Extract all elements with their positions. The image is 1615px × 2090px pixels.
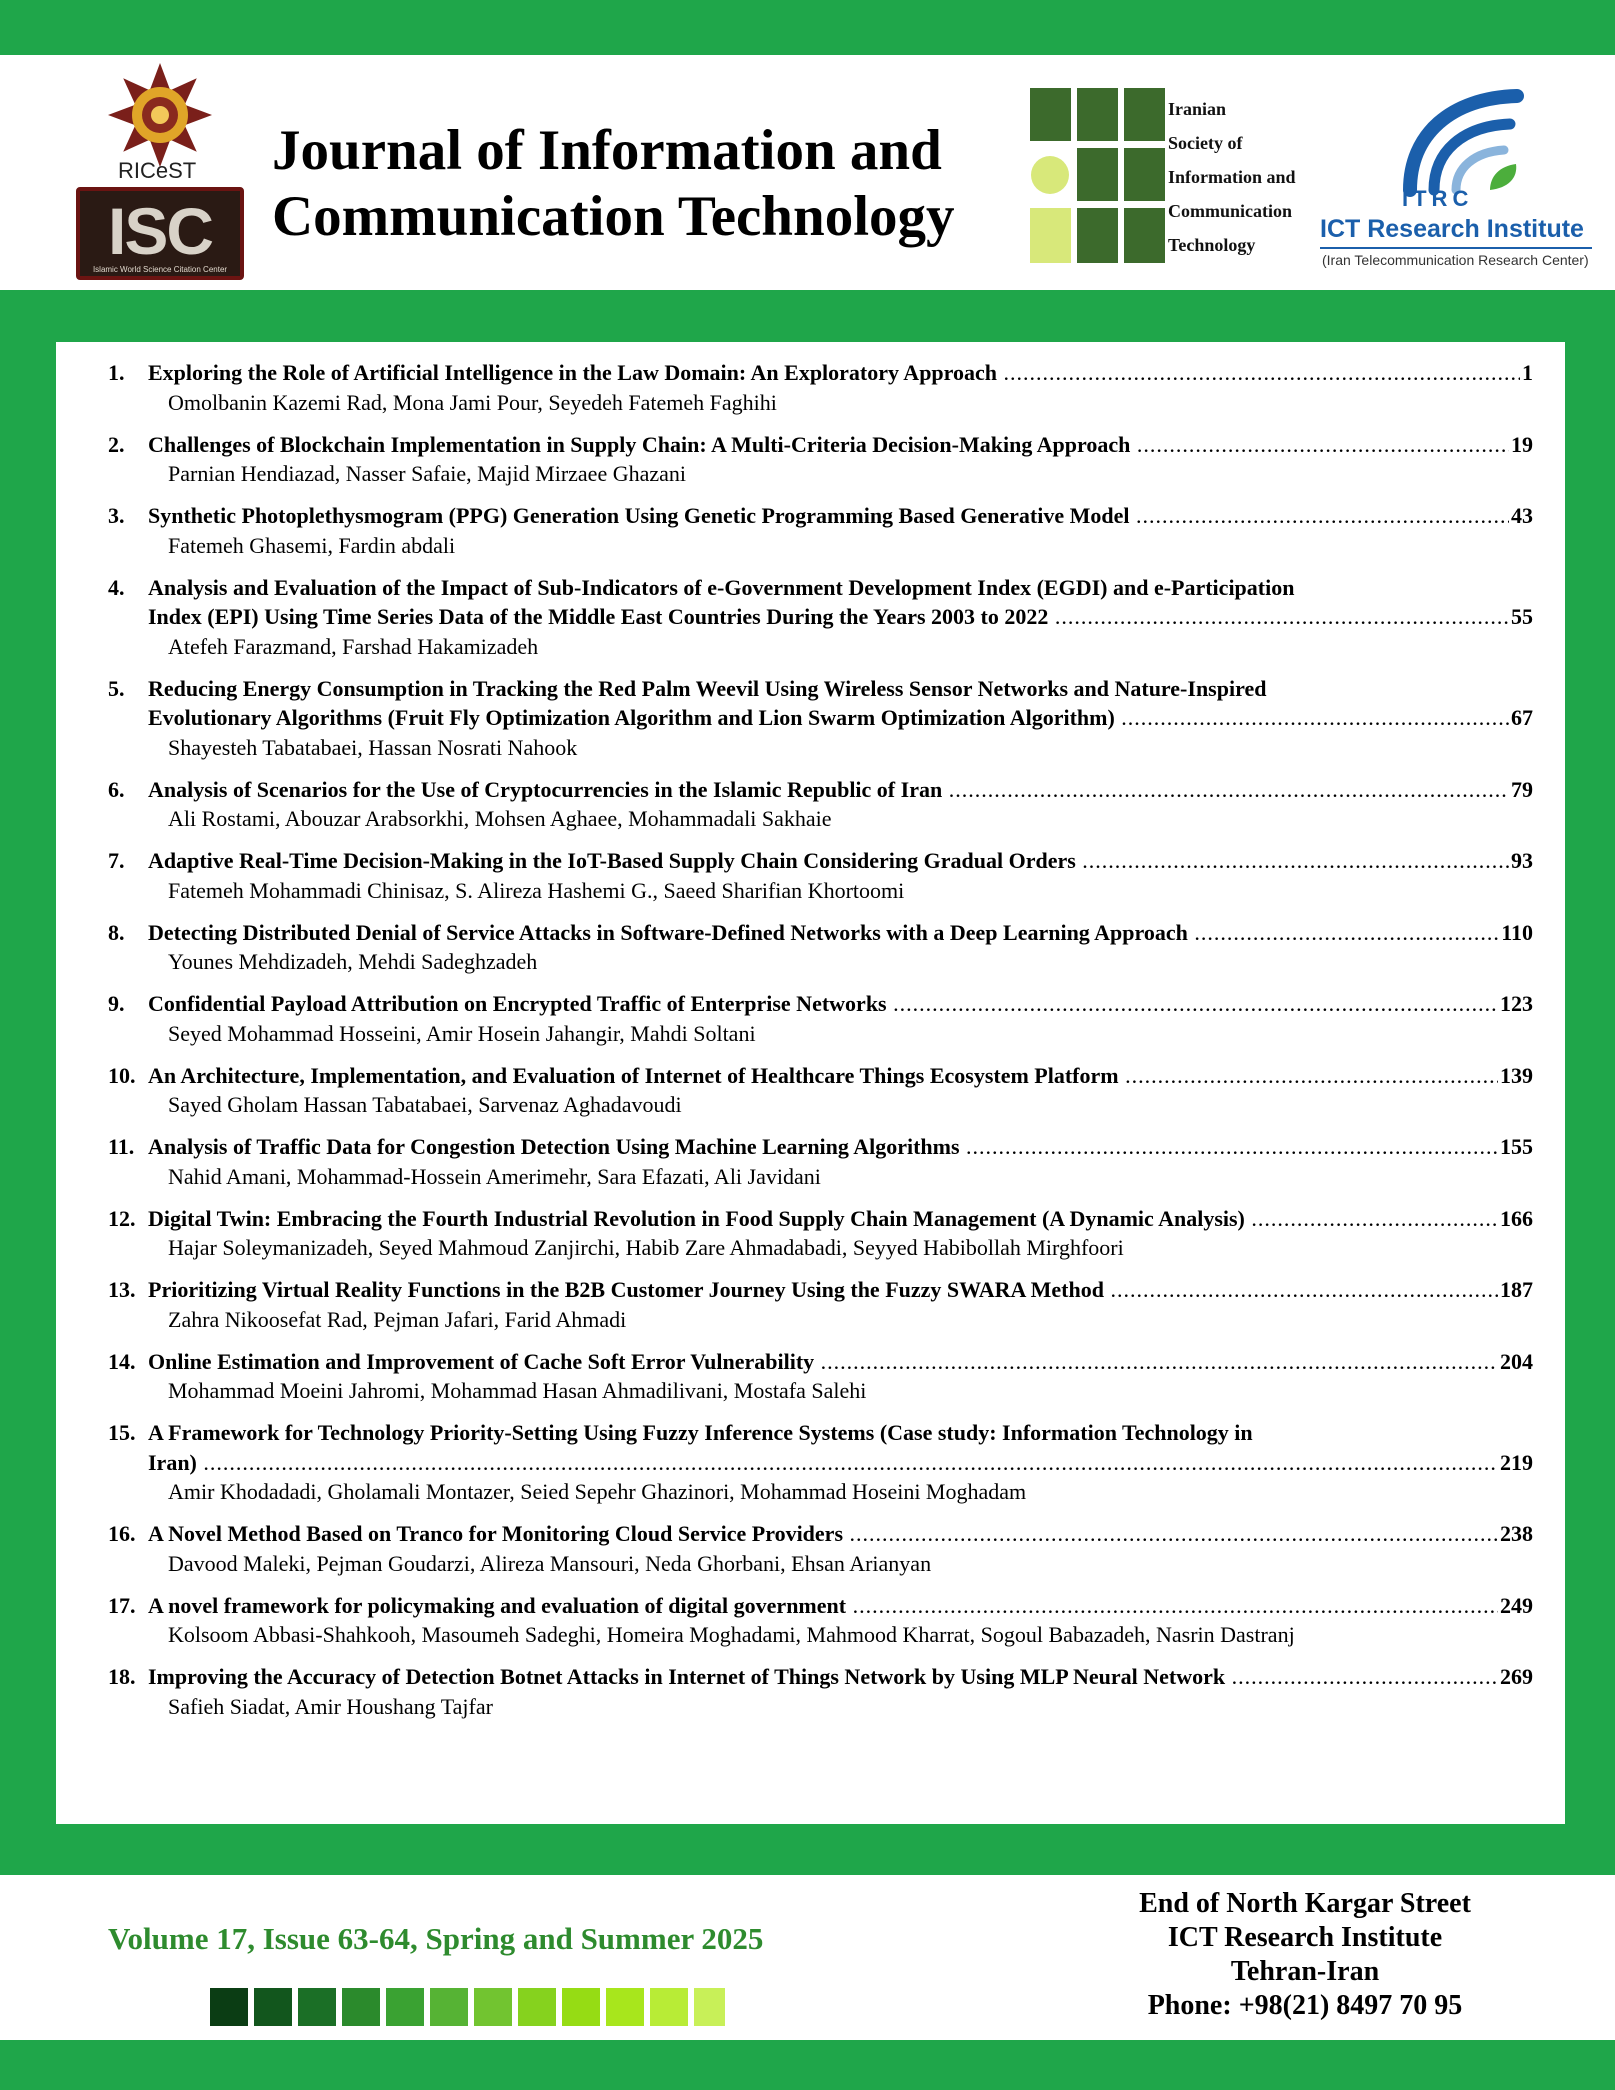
- toc-number: 2.: [108, 431, 125, 457]
- decorative-square: [342, 1988, 380, 2026]
- toc-entry: [108, 573, 1533, 662]
- toc-authors: Safieh Siadat, Amir Houshang Tajfar: [168, 1693, 493, 1719]
- toc-title-line[interactable]: [108, 430, 1533, 460]
- toc-title-line[interactable]: [108, 1132, 1533, 1162]
- toc-entry: [108, 1347, 1533, 1406]
- toc-number: 7.: [108, 848, 125, 873]
- toc-number: 1.: [108, 360, 125, 385]
- toc-authors: Hajar Soleymanizadeh, Seyed Mahmoud Zanjirchi, Habib Zare Ahmadabadi, Seyyed Habibollah Mirghfoori: [168, 1235, 1124, 1260]
- toc-page: 79: [1509, 775, 1533, 805]
- bottom-green-bar: [0, 2040, 1615, 2090]
- toc-authors: Davood Maleki, Pejman Goudarzi, Alireza Mansouri, Neda Ghorbani, Ehsan Arianyan: [168, 1550, 932, 1576]
- toc-title[interactable]: Analysis of Traffic Data for Congestion Detection Using Machine Learning Algorithms .....: [148, 1132, 1498, 1162]
- toc-page: 19: [1509, 430, 1533, 460]
- toc-title[interactable]: Confidential Payload Attribution on Encrypted Traffic of Enterprise Networks .....: [148, 989, 1498, 1019]
- toc-title-line[interactable]: [108, 1662, 1533, 1692]
- toc-number: 16.: [108, 1521, 136, 1546]
- toc-authors: Shayesteh Tabatabaei, Hassan Nosrati Nahook: [168, 734, 578, 760]
- decorative-square: [430, 1988, 468, 2026]
- toc-page: 93: [1509, 846, 1533, 876]
- toc-number: 11.: [108, 1134, 135, 1159]
- toc-entry: [108, 1662, 1533, 1721]
- phone-line: Phone: +98(21) 8497 70 95: [1147, 1990, 1463, 2021]
- toc-page: 1: [1520, 358, 1533, 388]
- top-green-bar: [0, 0, 1615, 55]
- journal-title-line-1: Journal of Information and: [272, 119, 942, 182]
- toc-title[interactable]: Synthetic Photoplethysmogram (PPG) Generation Using Genetic Programming Based Generative Model .....: [148, 501, 1509, 531]
- decorative-square: [650, 1988, 688, 2026]
- decorative-square: [694, 1988, 725, 2026]
- address-line: ICT Research Institute: [1167, 1922, 1443, 1953]
- toc-page: 123: [1498, 989, 1533, 1019]
- toc-number: 9.: [108, 991, 125, 1016]
- toc-title-line[interactable]: [108, 989, 1533, 1019]
- toc-title-line[interactable]: [108, 674, 1533, 704]
- address-line: Tehran-Iran: [1230, 1956, 1380, 1987]
- toc-title[interactable]: Adaptive Real-Time Decision-Making in the IoT-Based Supply Chain Considering Gradual Orders .....: [148, 846, 1509, 876]
- toc-title-first-line[interactable]: A Framework for Technology Priority-Setting Using Fuzzy Inference Systems (Case study: Information Technology in: [148, 1420, 1253, 1445]
- journal-title: [272, 118, 1032, 250]
- decorative-square: [386, 1988, 424, 2026]
- toc-title[interactable]: Improving the Accuracy of Detection Botnet Attacks in Internet of Things Network by Using MLP Neural Network .....: [148, 1662, 1498, 1692]
- toc-authors: Seyed Mohammad Hosseini, Amir Hosein Jahangir, Mahdi Soltani: [168, 1020, 756, 1046]
- toc-title[interactable]: Digital Twin: Embracing the Fourth Industrial Revolution in Food Supply Chain Management (A Dynamic Analysis) .....: [148, 1204, 1498, 1234]
- toc-title[interactable]: An Architecture, Implementation, and Evaluation of Internet of Healthcare Things Ecosystem Platform .....: [148, 1061, 1498, 1091]
- toc-title[interactable]: A Novel Method Based on Tranco for Monitoring Cloud Service Providers .....: [148, 1519, 1498, 1549]
- toc-authors: Omolbanin Kazemi Rad, Mona Jami Pour, Seyedeh Fatemeh Faghihi: [168, 389, 777, 415]
- decorative-square: [298, 1988, 336, 2026]
- decorative-square: [210, 1988, 248, 2026]
- toc-number: 15.: [108, 1420, 136, 1445]
- toc-page: 139: [1498, 1061, 1533, 1091]
- toc-title[interactable]: Index (EPI) Using Time Series Data of the Middle East Countries During the Years 2003 to 2022 .....: [148, 602, 1509, 632]
- toc-entry: [108, 1061, 1533, 1120]
- isc-logo: [76, 187, 244, 280]
- toc-entry: [108, 1204, 1533, 1263]
- toc-authors: Nahid Amani, Mohammad-Hossein Amerimehr, Sara Efazati, Ali Javidani: [168, 1163, 821, 1189]
- toc-title-line[interactable]: [108, 1347, 1533, 1377]
- toc-number: 17.: [108, 1592, 136, 1618]
- decorative-square: [606, 1988, 644, 2026]
- itrc-institute: ICT Research Institute: [1320, 215, 1584, 243]
- toc-number: 13.: [108, 1277, 136, 1302]
- toc-authors: Sayed Gholam Hassan Tabatabaei, Sarvenaz Aghadavoudi: [168, 1092, 682, 1117]
- toc-title-line[interactable]: [108, 1275, 1533, 1305]
- toc-title-line[interactable]: [108, 358, 1533, 388]
- toc-title-line[interactable]: [108, 1418, 1533, 1448]
- toc-number: 8.: [108, 919, 125, 945]
- toc-title-line[interactable]: [108, 703, 1533, 733]
- toc-number: 14.: [108, 1348, 136, 1374]
- toc-title-first-line[interactable]: Reducing Energy Consumption in Tracking the Red Palm Weevil Using Wireless Sensor Networks and Nature-Inspired: [148, 675, 1267, 701]
- itrc-subtitle: (Iran Telecommunication Research Center): [1322, 252, 1589, 268]
- toc-entry: [108, 846, 1533, 905]
- toc-entry: [108, 501, 1533, 560]
- toc-title[interactable]: Evolutionary Algorithms (Fruit Fly Optimization Algorithm and Lion Swarm Optimization Algorithm) .....: [148, 703, 1509, 733]
- toc-number: 10.: [108, 1062, 136, 1088]
- toc-page: 204: [1498, 1347, 1533, 1377]
- toc-entry: [108, 1132, 1533, 1191]
- toc-title[interactable]: Analysis of Scenarios for the Use of Cryptocurrencies in the Islamic Republic of Iran .....: [148, 775, 1509, 805]
- toc-entry: [108, 358, 1533, 417]
- isict-line: Society of: [1168, 133, 1243, 153]
- isict-logo-text: [1168, 92, 1296, 262]
- toc-authors: Fatemeh Mohammadi Chinisaz, S. Alireza Hashemi G., Saeed Sharifian Khortoomi: [168, 877, 905, 903]
- decorative-square: [474, 1988, 512, 2026]
- toc-number: 5.: [108, 675, 125, 701]
- toc-number: 3.: [108, 503, 125, 528]
- toc-title-line[interactable]: [108, 602, 1533, 632]
- toc-title[interactable]: Exploring the Role of Artificial Intelligence in the Law Domain: An Exploratory Approach .....: [148, 358, 1520, 388]
- toc-title-first-line[interactable]: Analysis and Evaluation of the Impact of Sub-Indicators of e-Government Development Index (EGDI) and e-Participation: [148, 574, 1295, 600]
- toc-authors: Kolsoom Abbasi-Shahkooh, Masoumeh Sadeghi, Homeira Moghadami, Mahmood Kharrat, Sogoul Babazadeh, Nasrin Dastranj: [168, 1622, 1295, 1647]
- toc-entry: [108, 1591, 1533, 1650]
- toc-title[interactable]: Challenges of Blockchain Implementation in Supply Chain: A Multi-Criteria Decision-Making Approach .....: [148, 430, 1509, 460]
- toc-title[interactable]: Detecting Distributed Denial of Service Attacks in Software-Defined Networks with a Deep Learning Approach .....: [148, 918, 1499, 948]
- toc-page: 67: [1509, 703, 1533, 733]
- toc-title-line[interactable]: [108, 1591, 1533, 1621]
- address-line: End of North Kargar Street: [1139, 1888, 1471, 1919]
- toc-authors: Younes Mehdizadeh, Mehdi Sadeghzadeh: [168, 949, 538, 974]
- toc-title[interactable]: Prioritizing Virtual Reality Functions in the B2B Customer Journey Using the Fuzzy SWARA Method .....: [148, 1275, 1498, 1305]
- itrc-logo-icon: [1382, 80, 1542, 200]
- toc-entry: [108, 918, 1533, 977]
- toc-number: 12.: [108, 1205, 136, 1231]
- toc-entry: [108, 775, 1533, 834]
- toc-page: 187: [1498, 1275, 1533, 1305]
- toc-title-line[interactable]: [108, 1061, 1533, 1091]
- toc-page: 155: [1498, 1132, 1533, 1162]
- toc-title-line[interactable]: [108, 573, 1533, 603]
- toc-number: 18.: [108, 1664, 136, 1689]
- toc-entry: [108, 674, 1533, 763]
- toc-number: 6.: [108, 776, 125, 802]
- ricest-label: RICeST: [118, 158, 197, 183]
- toc-entry: [108, 989, 1533, 1048]
- toc-title-line[interactable]: [108, 918, 1533, 948]
- journal-title-line-2: Communication Technology: [272, 185, 955, 248]
- toc-page: 219: [1498, 1448, 1533, 1478]
- toc-authors: Fatemeh Ghasemi, Fardin abdali: [168, 532, 456, 558]
- decorative-square: [254, 1988, 292, 2026]
- isict-line: Information and: [1168, 167, 1296, 187]
- toc-number: 4.: [108, 574, 125, 600]
- toc-page: 166: [1498, 1204, 1533, 1234]
- toc-authors: Mohammad Moeini Jahromi, Mohammad Hasan Ahmadilivani, Mostafa Salehi: [168, 1378, 867, 1403]
- isict-line: Communication: [1168, 201, 1293, 221]
- isc-logo-subtext: Islamic World Science Citation Center: [92, 265, 228, 274]
- itrc-name: ITRC: [1402, 186, 1474, 211]
- isict-line: Iranian: [1168, 99, 1227, 119]
- decorative-squares-icon: [210, 1988, 725, 2026]
- toc-entry: [108, 430, 1533, 489]
- toc-title[interactable]: A novel framework for policymaking and evaluation of digital government .....: [148, 1591, 1498, 1621]
- toc-authors: Amir Khodadadi, Gholamali Montazer, Seied Sepehr Ghazinori, Mohammad Hoseini Moghadam: [168, 1479, 1027, 1504]
- toc-entry: [108, 1418, 1533, 1507]
- isc-logo-text: ISC: [107, 194, 213, 268]
- toc-page: 43: [1509, 501, 1533, 531]
- toc-authors: Atefeh Farazmand, Farshad Hakamizadeh: [168, 633, 539, 659]
- toc-page: 110: [1499, 918, 1533, 948]
- decorative-square: [562, 1988, 600, 2026]
- address-block: [1090, 1887, 1520, 2023]
- toc-title[interactable]: Iran) .....: [148, 1448, 1498, 1478]
- toc-authors: Ali Rostami, Abouzar Arabsorkhi, Mohsen Aghaee, Mohammadali Sakhaie: [168, 806, 832, 831]
- toc-page: 238: [1498, 1519, 1533, 1549]
- toc-authors: Parnian Hendiazad, Nasser Safaie, Majid Mirzaee Ghazani: [168, 461, 686, 486]
- toc-title-line[interactable]: [108, 1448, 1533, 1478]
- toc-entry: [108, 1275, 1533, 1334]
- isict-line: Technology: [1168, 235, 1256, 255]
- toc-title-line[interactable]: [108, 1204, 1533, 1234]
- toc-title-line[interactable]: [108, 846, 1533, 876]
- toc-title[interactable]: Online Estimation and Improvement of Cache Soft Error Vulnerability .....: [148, 1347, 1498, 1377]
- toc-page: 269: [1498, 1662, 1533, 1692]
- isict-logo-icon: [1030, 88, 1165, 263]
- toc-entry: [108, 1519, 1533, 1578]
- table-of-contents: [108, 358, 1533, 1734]
- toc-title-line[interactable]: [108, 1519, 1533, 1549]
- toc-title-line[interactable]: [108, 501, 1533, 531]
- itrc-divider: [1320, 247, 1592, 249]
- toc-page: 55: [1509, 602, 1533, 632]
- toc-page: 249: [1498, 1591, 1533, 1621]
- volume-info: Volume 17, Issue 63-64, Spring and Summer 2025: [108, 1921, 764, 1956]
- toc-title-line[interactable]: [108, 775, 1533, 805]
- toc-authors: Zahra Nikoosefat Rad, Pejman Jafari, Farid Ahmadi: [168, 1306, 627, 1332]
- decorative-square: [518, 1988, 556, 2026]
